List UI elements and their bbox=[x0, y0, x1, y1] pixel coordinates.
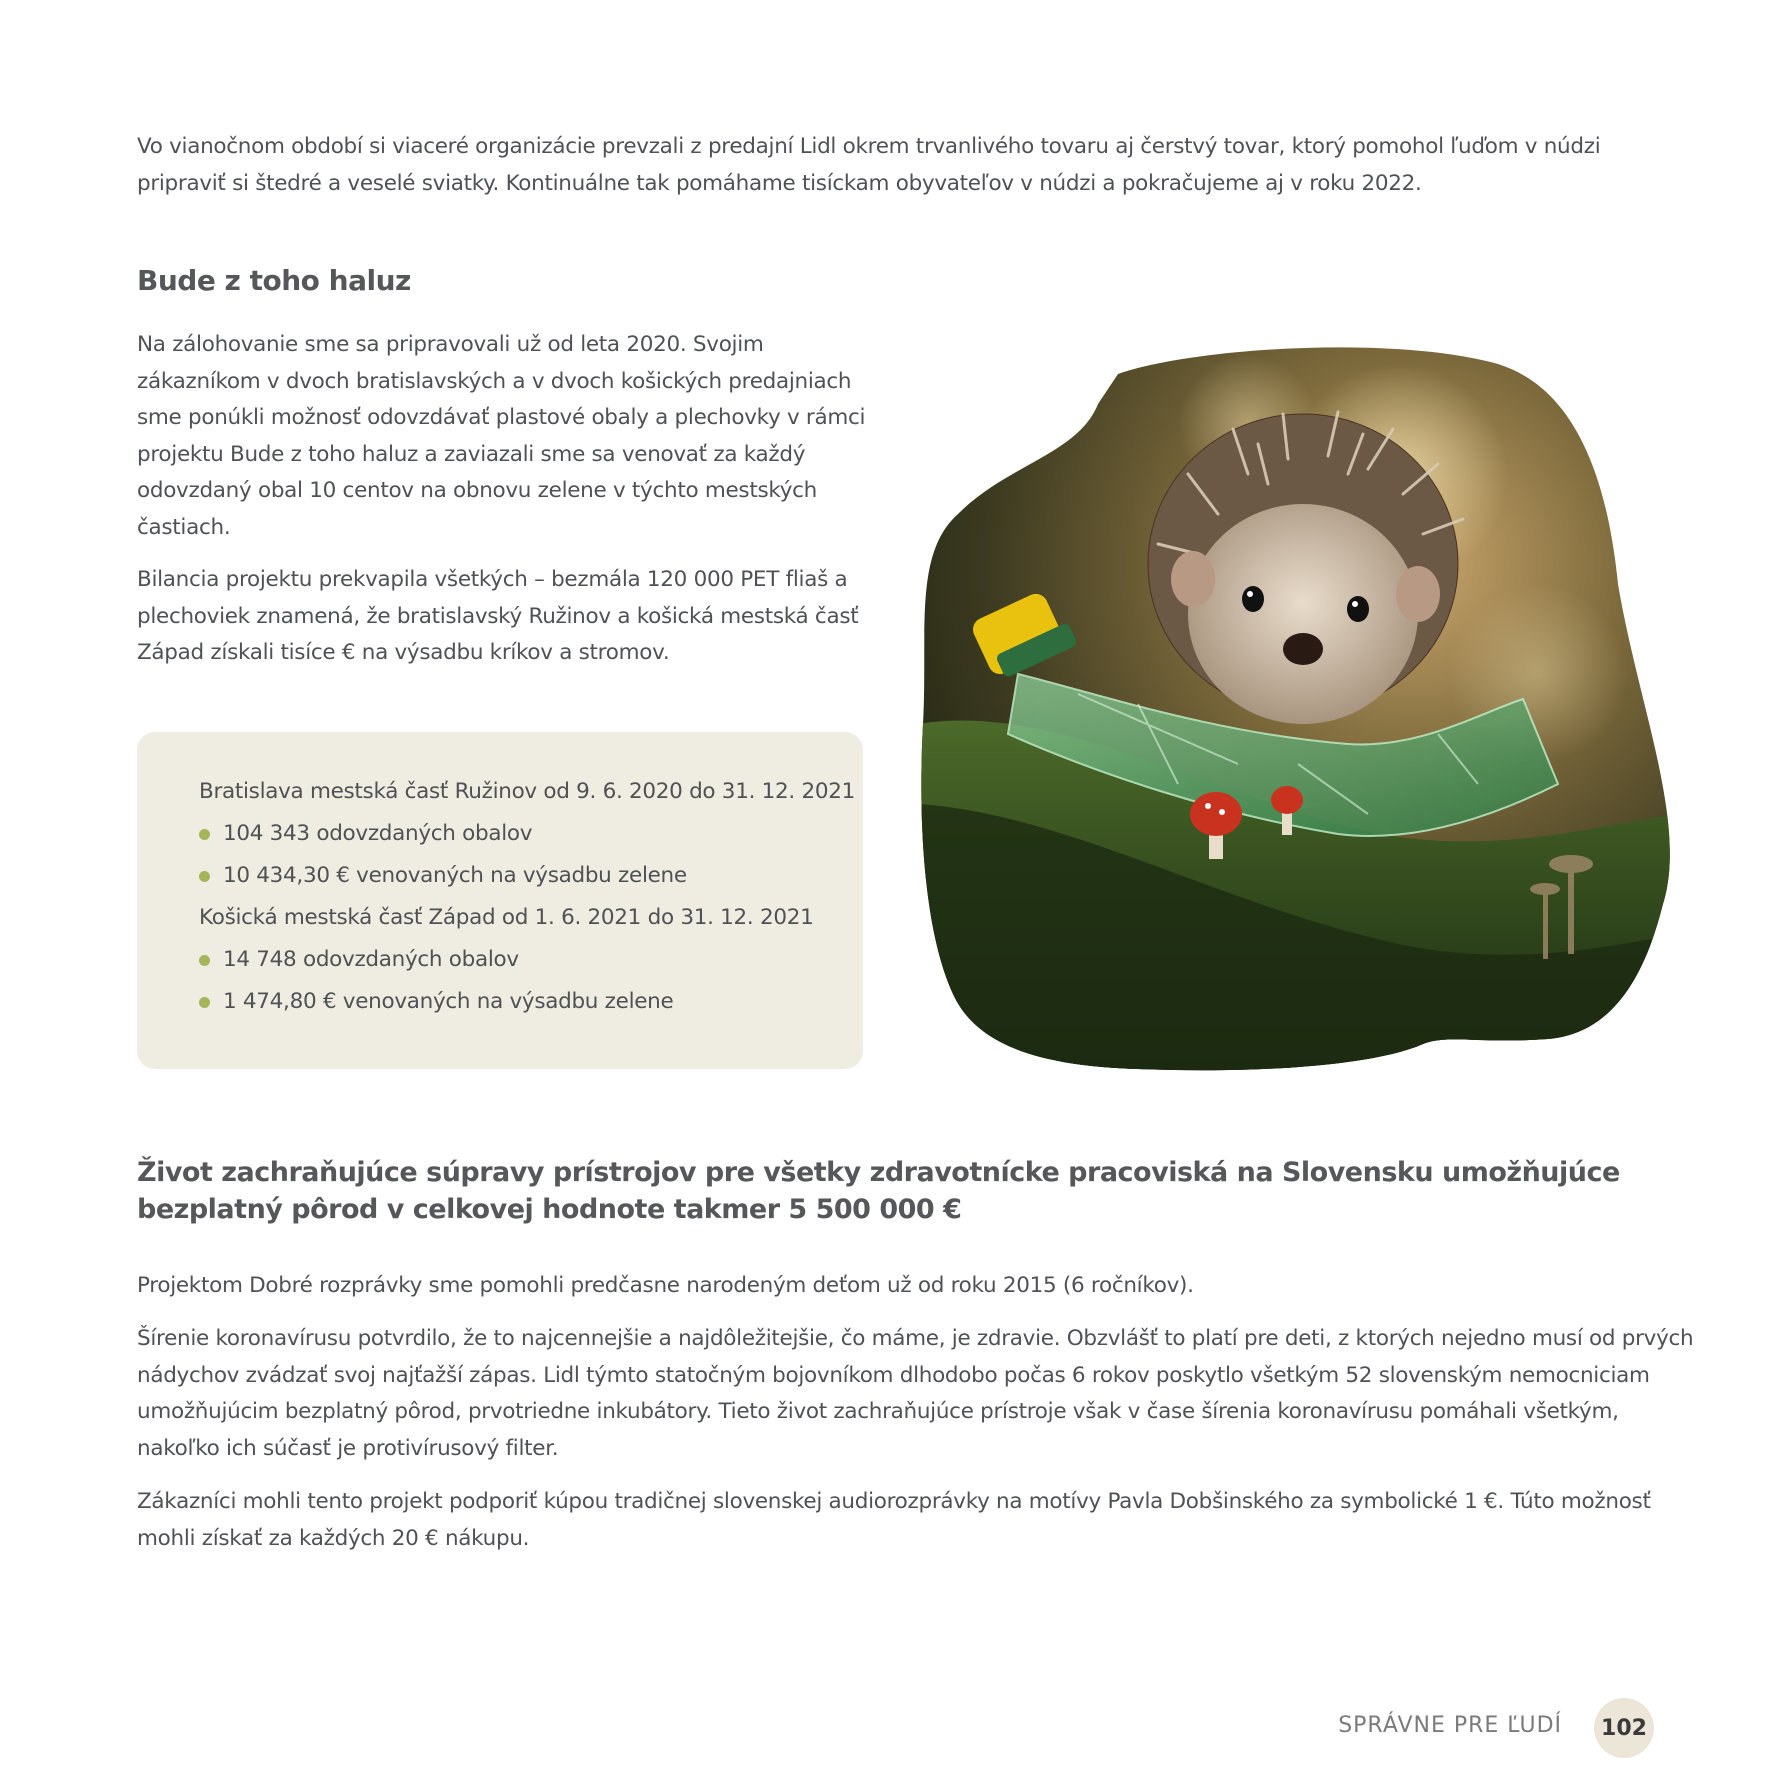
bude-paragraph-1: Na zálohovanie sme sa pripravovali už od leta 2020. Svojim zákazníkom v dvoch bratislavských a v dvoch košických predajniach sme ponúkli možnosť odovzdávať plastové obaly a plechovky v rámci projektu Bude z toho haluz a zaviazali sme sa venovať za každý odovzdaný obal 10 centov na obnovu zelene v týchto mestských častiach. bbox=[137, 332, 866, 540]
stats-ruzinov-item: 10 434,30 € venovaných na výsadbu zelene bbox=[199, 855, 855, 897]
stats-box bbox=[137, 732, 863, 1069]
stats-list bbox=[199, 771, 855, 1023]
stats-zapad-item: 1 474,80 € venovaných na výsadbu zelene bbox=[199, 981, 855, 1023]
section-heading-zivot: Život zachraňujúce súpravy prístrojov pre všetky zdravotnícke pracoviská na Slovensku umožňujúce bezplatný pôrod v celkovej hodnote takmer 5 500 000 € bbox=[137, 1157, 1620, 1225]
section-heading-bude: Bude z toho haluz bbox=[137, 264, 411, 297]
stats-ruzinov-item: 104 343 odovzdaných obalov bbox=[199, 813, 855, 855]
page-number-badge: 102 bbox=[1594, 1698, 1654, 1758]
bude-paragraph-2: Bilancia projektu prekvapila všetkých – bezmála 120 000 PET fliaš a plechoviek znamená, že bratislavský Ružinov a košická mestská časť Západ získali tisíce € na výsadbu kríkov a stromov. bbox=[137, 567, 859, 665]
zivot-paragraph-3: Zákazníci mohli tento projekt podporiť kúpou tradičnej slovenskej audiorozprávky na motívy Pavla Dobšinského za symbolické 1 €. Túto možnosť mohli získať za každých 20 € nákupu. bbox=[137, 1489, 1651, 1551]
hedgehog-illustration bbox=[918, 344, 1680, 1074]
intro-paragraph: Vo vianočnom období si viaceré organizácie prevzali z predajní Lidl okrem trvanlivého tovaru aj čerstvý tovar, ktorý pomohol ľuďom v núdzi pripraviť si štedré a veselé sviatky. Kontinuálne tak pomáhame tisíckam obyvateľov v núdzi a pokračujeme aj v roku 2022. bbox=[137, 134, 1601, 196]
stats-ruzinov-title: Bratislava mestská časť Ružinov od 9. 6. 2020 do 31. 12. 2021 bbox=[199, 779, 855, 804]
stats-zapad-title: Košická mestská časť Západ od 1. 6. 2021 do 31. 12. 2021 bbox=[199, 905, 814, 930]
stats-zapad-item: 14 748 odovzdaných obalov bbox=[199, 939, 855, 981]
zivot-paragraph-1: Projektom Dobré rozprávky sme pomohli predčasne narodeným deťom už od roku 2015 (6 ročníkov). bbox=[137, 1273, 1194, 1298]
zivot-paragraph-2: Šírenie koronavírusu potvrdilo, že to najcennejšie a najdôležitejšie, čo máme, je zdravie. Obzvlášť to platí pre deti, z ktorých nejedno musí od prvých nádychov zvádzať svoj najťažší zápas. Lidl týmto statočným bojovníkom dlhodobo počas 6 rokov poskytlo všetkým 52 slovenským nemocniciam umožňujúcim bezplatný pôrod, prvotriedne inkubátory. Tieto život zachraňujúce prístroje však v čase šírenia koronavírusu pomáhali všetkým, nakoľko ich súčasť je protivírusový filter. bbox=[137, 1326, 1694, 1461]
hedgehog-photo bbox=[918, 344, 1680, 1074]
footer-section-label: SPRÁVNE PRE ĽUDÍ bbox=[1338, 1713, 1562, 1738]
